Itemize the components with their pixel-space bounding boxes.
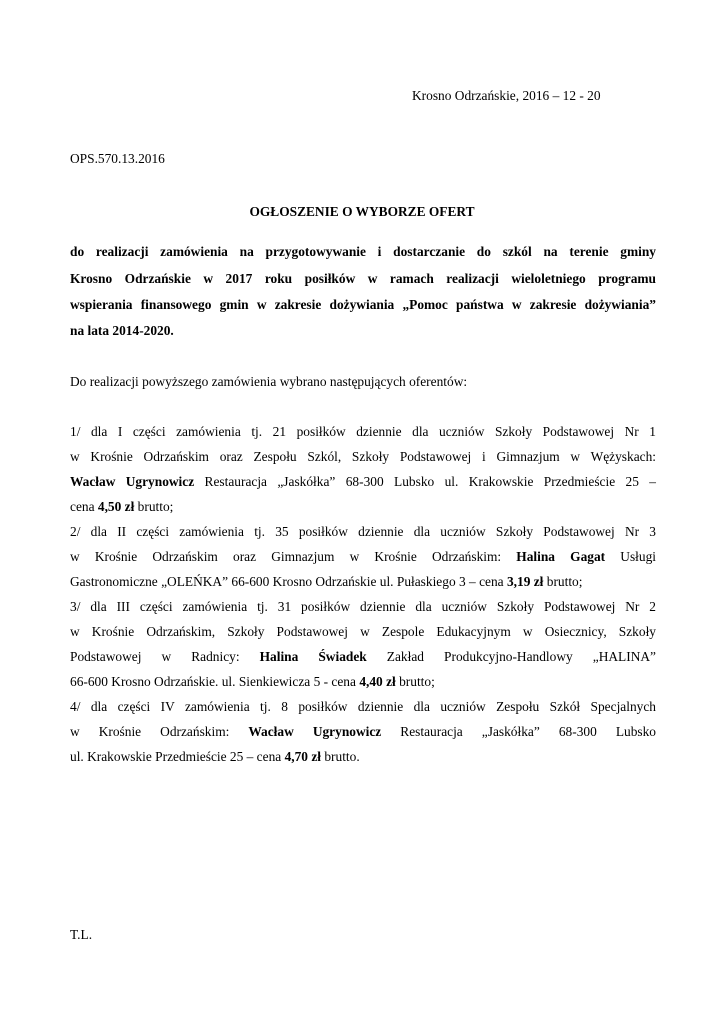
subject-line: wspierania finansowego gmin w zakresie dożywiania „Pomoc państwa w zakresie dożywiania” bbox=[70, 297, 656, 312]
contractor-name: Halina Gagat bbox=[516, 549, 606, 564]
contractor-name: Halina Świadek bbox=[259, 649, 367, 664]
price: 4,50 zł bbox=[97, 499, 135, 514]
offer-line: w Krośnie Odrzańskim oraz Gimnazjum w Krośnie Odrzańskim: Halina Gagat Usługi bbox=[70, 549, 656, 564]
price: 4,40 zł bbox=[359, 674, 396, 689]
offer-line: Podstawowej w Radnicy: Halina Świadek Zakład Produkcyjno-Handlowy „HALINA” bbox=[70, 649, 656, 664]
subject-line: Krosno Odrzańskie w 2017 roku posiłków w ramach realizacji wieloletniego programu bbox=[70, 271, 656, 286]
subject-line: na lata 2014-2020. bbox=[70, 323, 174, 338]
reference-number: OPS.570.13.2016 bbox=[70, 151, 165, 166]
offer-line: w Krośnie Odrzańskim, Szkoły Podstawowej w Zespole Edukacyjnym w Osiecznicy, Szkoły bbox=[70, 624, 656, 639]
offer-line: 1/ dla I części zamówienia tj. 21 posiłków dziennie dla uczniów Szkoły Podstawowej Nr 1 bbox=[70, 424, 656, 439]
offer-line: w Krośnie Odrzańskim oraz Zespołu Szkól, Szkoły Podstawowej i Gimnazjum w Wężyskach: bbox=[70, 449, 656, 464]
contractor-name: Wacław Ugrynowicz bbox=[70, 474, 195, 489]
offer-line: cena 4,50 zł brutto; bbox=[70, 499, 174, 514]
offer-line: Gastronomiczne „OLEŃKA” 66-600 Krosno Odrzańskie ul. Pułaskiego 3 – cena 3,19 zł brutto; bbox=[70, 574, 583, 589]
offer-line: 3/ dla III części zamówienia tj. 31 posiłków dziennie dla uczniów Szkoły Podstawowej Nr 2 bbox=[70, 599, 656, 614]
price: 3,19 zł bbox=[506, 574, 544, 589]
offer-line: 4/ dla części IV zamówienia tj. 8 posiłków dziennie dla uczniów Zespołu Szkół Specjalnych bbox=[70, 699, 656, 714]
offer-line: 66-600 Krosno Odrzańskie. ul. Sienkiewicza 5 - cena 4,40 zł brutto; bbox=[70, 674, 435, 689]
price: 4,70 zł bbox=[284, 749, 322, 764]
place-date: Krosno Odrzańskie, 2016 – 12 - 20 bbox=[412, 88, 601, 103]
offer-line: w Krośnie Odrzańskim: Wacław Ugrynowicz Restauracja „Jaskółka” 68-300 Lubsko bbox=[70, 724, 657, 739]
document-title: OGŁOSZENIE O WYBORZE OFERT bbox=[249, 204, 475, 219]
contractor-name: Wacław Ugrynowicz bbox=[248, 724, 382, 739]
intro-text: Do realizacji powyższego zamówienia wybrano następujących oferentów: bbox=[70, 374, 468, 389]
signature-initials: T.L. bbox=[70, 927, 93, 942]
subject-line: do realizacji zamówienia na przygotowywanie i dostarczanie do szkól na terenie gminy bbox=[70, 244, 656, 259]
offer-line: Wacław Ugrynowicz Restauracja „Jaskółka” 68-300 Lubsko ul. Krakowskie Przedmieście 25 – bbox=[70, 474, 656, 489]
offer-line: ul. Krakowskie Przedmieście 25 – cena 4,70 zł brutto. bbox=[70, 749, 360, 764]
offer-line: 2/ dla II części zamówienia tj. 35 posiłków dziennie dla uczniów Szkoły Podstawowej Nr 3 bbox=[70, 524, 656, 539]
